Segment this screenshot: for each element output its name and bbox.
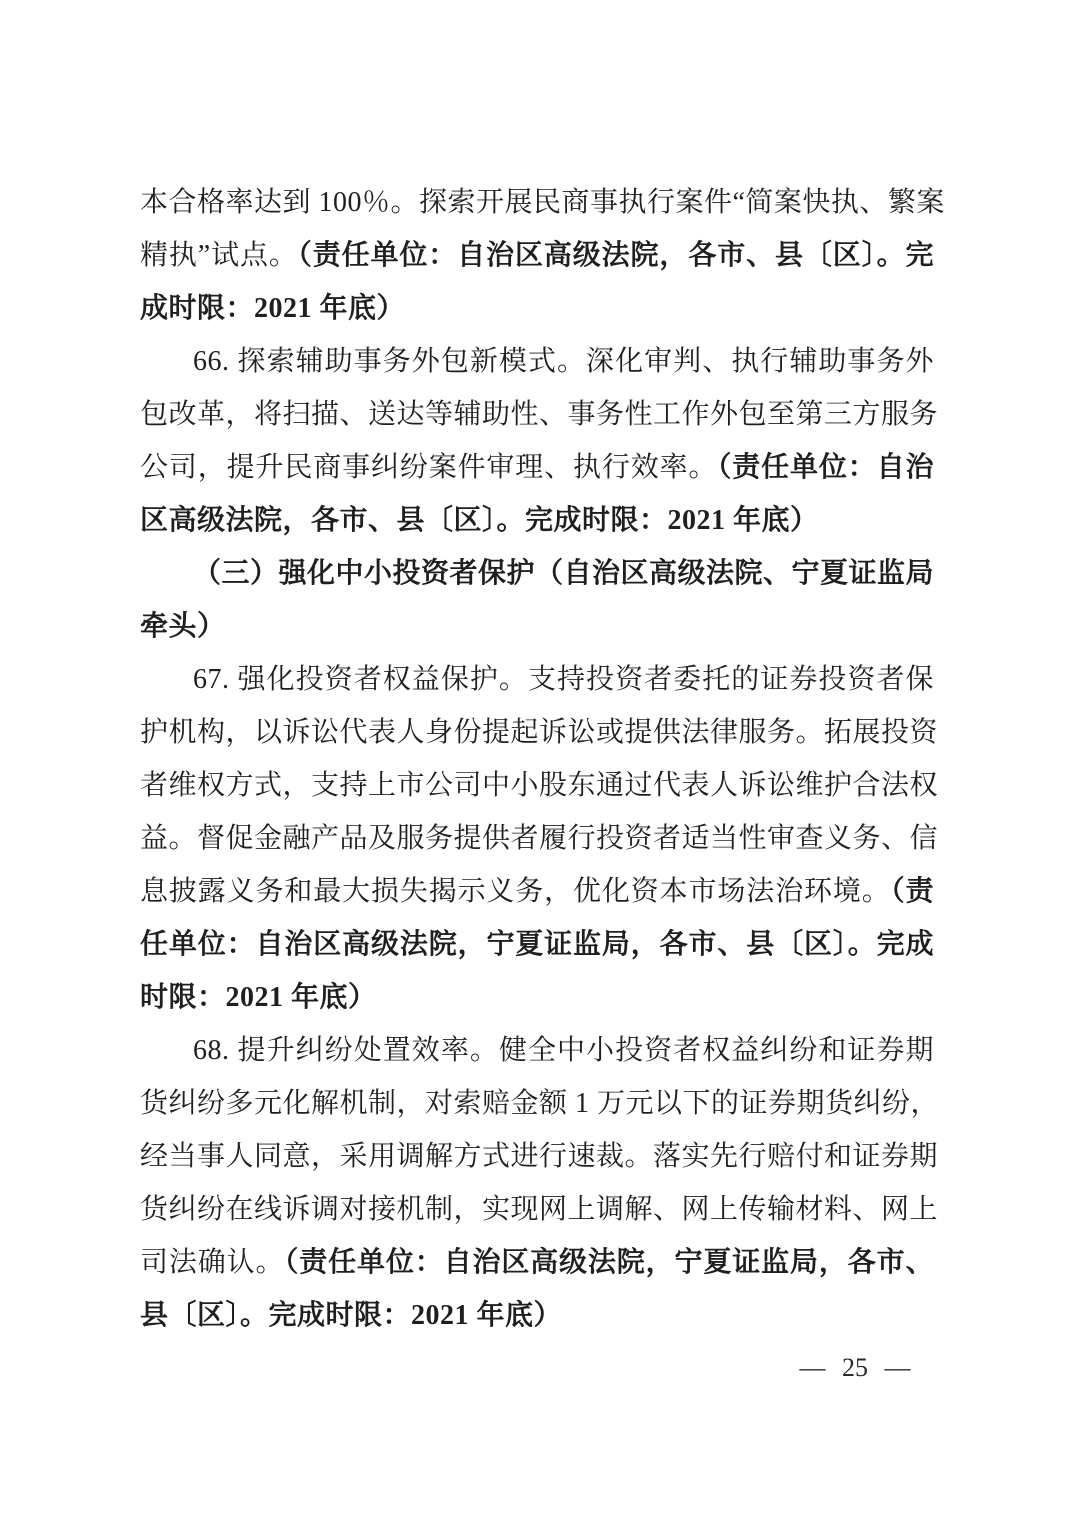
text-line [140, 918, 934, 971]
text-segment: 护机构，以诉讼代表人身份提起诉讼或提供法律服务。拓展投资 [140, 717, 939, 748]
text-segment: 精执”试点。 [140, 240, 298, 271]
text-segment: 68. 提升纠纷处置效率。健全中小投资者权益纠纷和证券期 [193, 1035, 934, 1066]
text-segment: 经当事人同意，采用调解方式进行速裁。落实先行赔付和证券期 [140, 1141, 939, 1172]
document-body [140, 176, 945, 1342]
page-number: — 25 — [799, 1353, 911, 1382]
text-line [140, 865, 934, 918]
text-segment-bold: （责任单位：自治 [717, 452, 934, 483]
text-line [140, 706, 939, 759]
text-line [140, 1236, 934, 1289]
text-segment: 司法确认。 [140, 1247, 285, 1278]
text-line [140, 812, 939, 865]
text-segment-bold: 区高级法院，各市、县〔区〕。完成时限：2021 年底） [140, 505, 819, 536]
text-line [140, 1183, 939, 1236]
text-line [140, 1289, 934, 1342]
text-segment: 包改革，将扫描、送达等辅助性、事务性工作外包至第三方服务 [140, 399, 939, 430]
text-line [140, 229, 934, 282]
text-segment: 公司，提升民商事纠纷案件审理、执行效率。 [140, 452, 718, 483]
text-segment: 益。督促金融产品及服务提供者履行投资者适当性审查义务、信 [140, 823, 939, 854]
text-segment: 本合格率达到 100％。探索开展民商事执行案件“简案快执、繁案 [140, 187, 945, 218]
text-segment-bold: 牵头） [140, 611, 226, 642]
text-line [140, 494, 934, 547]
text-segment: 货纠纷多元化解机制，对索赔金额 1 万元以下的证券期货纠纷， [140, 1088, 940, 1119]
text-segment-bold: 县〔区〕。完成时限：2021 年底） [140, 1300, 563, 1331]
text-segment-bold: （责 [890, 876, 934, 907]
text-line [140, 653, 934, 706]
text-line [140, 759, 939, 812]
text-line [140, 282, 934, 335]
text-segment: 者维权方式，支持上市公司中小股东通过代表人诉讼维护合法权 [140, 770, 939, 801]
text-line [140, 600, 934, 653]
text-line [140, 547, 934, 600]
text-line [140, 441, 934, 494]
text-segment-bold: （责任单位：自治区高级法院，宁夏证监局，各市、 [284, 1247, 934, 1278]
text-segment: 息披露义务和最大损失揭示义务，优化资本市场法治环境。 [140, 876, 891, 907]
text-segment: 66. 探索辅助事务外包新模式。深化审判、执行辅助事务外 [193, 346, 934, 377]
text-line [140, 971, 934, 1024]
text-line [140, 1130, 939, 1183]
text-line [140, 1077, 940, 1130]
text-segment: 67. 强化投资者权益保护。支持投资者委托的证券投资者保 [193, 664, 934, 695]
text-segment: 货纠纷在线诉调对接机制，实现网上调解、网上传输材料、网上 [140, 1194, 939, 1225]
text-line [140, 1024, 934, 1077]
text-line [140, 176, 945, 229]
text-segment-bold: （责任单位：自治区高级法院，各市、县〔区〕。完 [297, 240, 934, 271]
text-segment-bold: （三）强化中小投资者保护（自治区高级法院、宁夏证监局 [193, 558, 935, 589]
text-segment-bold: 任单位：自治区高级法院，宁夏证监局，各市、县〔区〕。完成 [140, 929, 934, 960]
text-segment-bold: 时限：2021 年底） [140, 982, 377, 1013]
text-line [140, 335, 934, 388]
text-segment-bold: 成时限：2021 年底） [140, 293, 406, 324]
text-line [140, 388, 939, 441]
